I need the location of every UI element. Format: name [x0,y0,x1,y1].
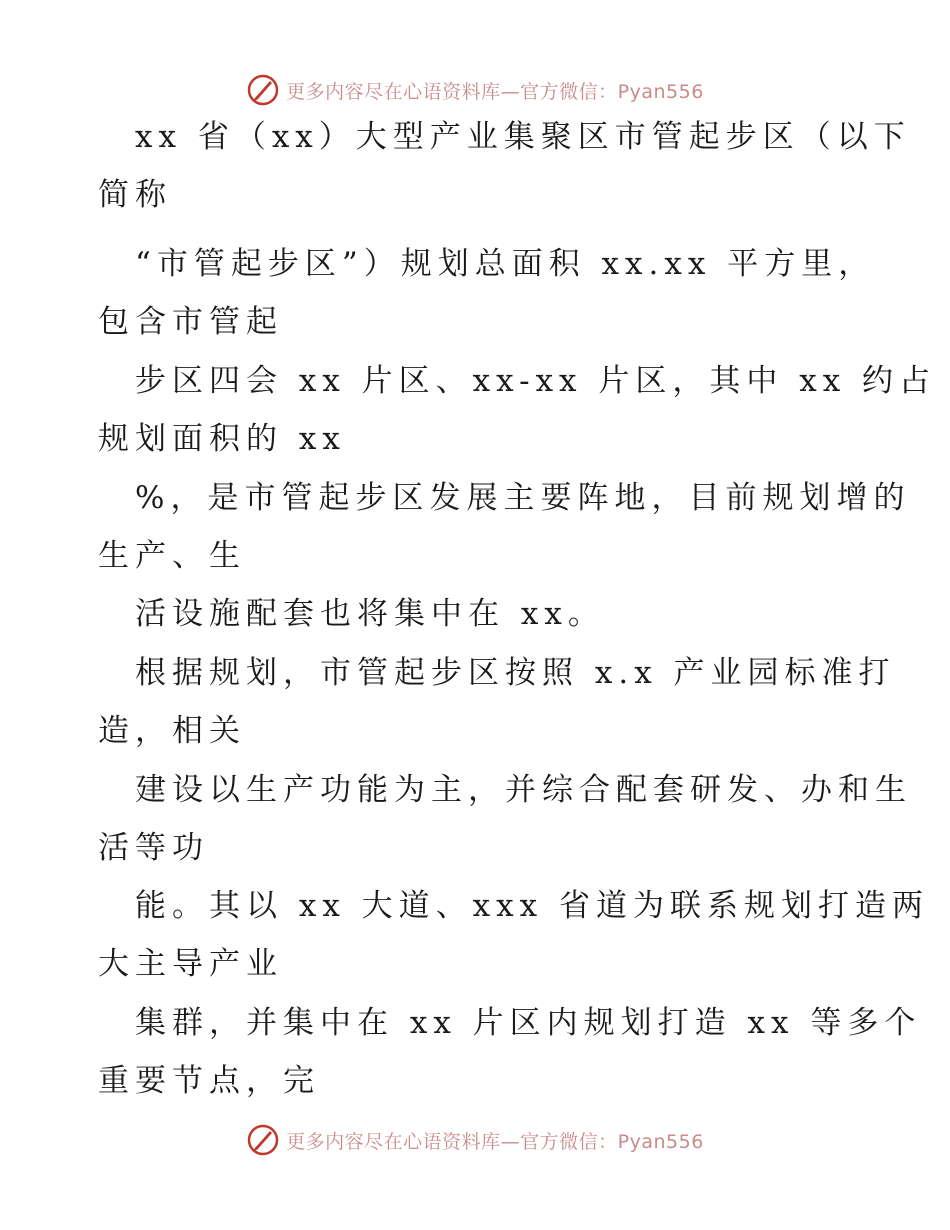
footer-banner-text: 更多内容尽在心语资料库—官方微信：Pyan556 [286,1130,704,1153]
body-line-2: 简称 [98,177,172,213]
body-line-14: 能。其以 xx 大道、xxx 省道为联系规划打造两 [135,888,929,924]
body-line-11: 造，相关 [98,713,246,749]
body-line-9: 活设施配套也将集中在 xx。 [135,596,605,632]
body-line-4: 包含市管起 [98,304,283,340]
feather-pen-logo-icon [246,1123,280,1157]
body-line-6: 规划面积的 xx [98,421,346,457]
body-line-16: 集群，并集中在 xx 片区内规划打造 xx 等多个 [135,1005,922,1041]
body-line-5: 步区四会 xx 片区、xx-xx 片区，其中 xx 约占 [135,363,937,399]
header-banner [0,70,950,110]
body-line-8: 生产、生 [98,538,246,574]
header-banner-text: 更多内容尽在心语资料库—官方微信：Pyan556 [286,80,704,103]
body-line-15: 大主导产业 [98,946,283,982]
body-line-7: %，是市管起步区发展主要阵地，目前规划增的 [135,480,911,516]
body-line-13: 活等功 [98,830,209,866]
feather-pen-logo-icon [246,73,280,107]
body-line-3: “市管起步区”）规划总面积 xx.xx 平方里， [135,246,876,282]
body-line-17: 重要节点，完 [98,1063,320,1099]
body-line-12: 建设以生产功能为主，并综合配套研发、办和生 [135,772,912,808]
body-line-10: 根据规划，市管起步区按照 x.x 产业园标准打 [135,655,896,691]
footer-banner [0,1120,950,1160]
body-line-1: xx 省（xx）大型产业集聚区市管起步区（以下 [135,119,911,155]
